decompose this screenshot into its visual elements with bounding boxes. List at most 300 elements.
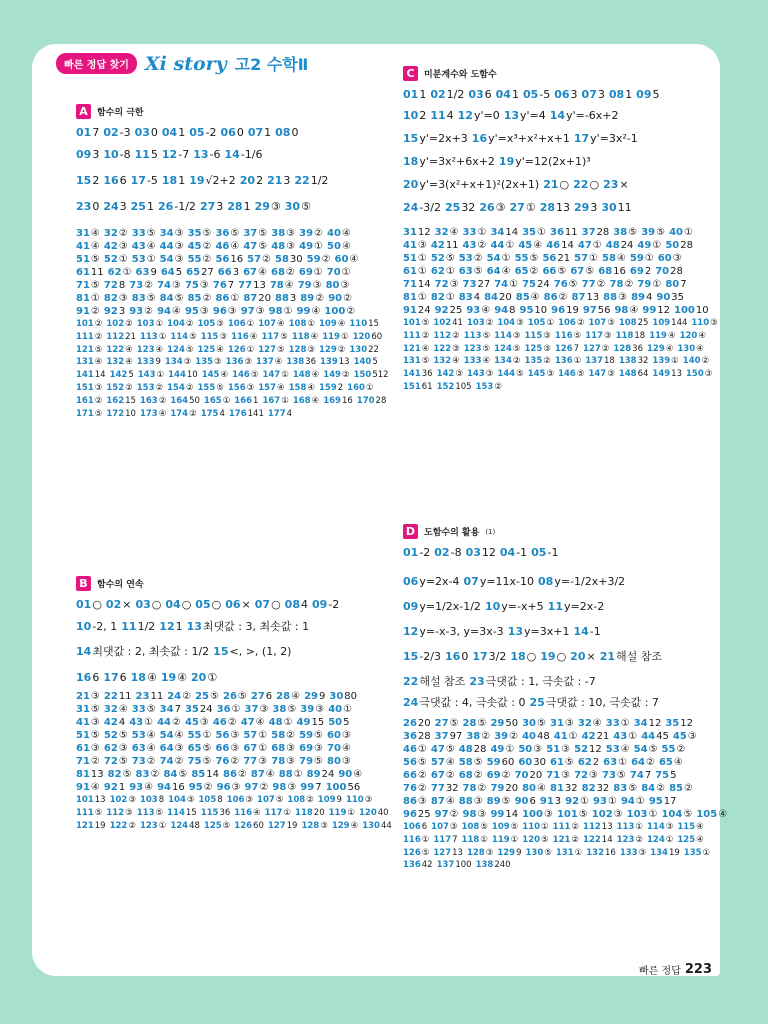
answer-value: ⑤: [314, 730, 324, 741]
answer-item: [357, 396, 387, 406]
answer-item: [160, 730, 184, 741]
question-number: 115: [677, 822, 696, 832]
answer-item: [240, 174, 263, 187]
answer-value: 15: [185, 807, 197, 818]
question-number: 23: [603, 178, 619, 191]
answer-item: [106, 319, 132, 329]
section-subtitle: (1): [485, 527, 496, 536]
answer-value: 20: [258, 293, 271, 304]
answer-value: ○: [271, 598, 281, 611]
answer-line: [76, 356, 393, 369]
answer-value: -3: [119, 126, 131, 139]
question-number: 58: [602, 253, 616, 264]
answer-value: ②: [449, 809, 459, 820]
answer-item: [504, 109, 546, 122]
answer-value: ②: [473, 770, 483, 781]
answer-value: ⑤: [568, 279, 578, 290]
answer-item: [558, 369, 584, 379]
question-number: 16: [471, 132, 488, 145]
answer-value: ②: [144, 306, 154, 317]
question-number: 17: [573, 132, 590, 145]
answer-item: [403, 600, 481, 613]
answer-value: ②: [94, 331, 103, 342]
answer-value: 28: [670, 266, 683, 277]
answer-item: [550, 757, 574, 768]
answer-line: [76, 126, 393, 139]
answer-line: [403, 600, 731, 613]
answer-item: [76, 645, 209, 658]
answer-item: [243, 730, 267, 741]
answer-value: ②: [635, 834, 643, 845]
answer-value: ○: [556, 650, 567, 663]
answer-value: ②: [501, 770, 511, 781]
answer-item: [251, 691, 272, 702]
question-number: 59: [306, 254, 321, 265]
question-number: 114: [494, 330, 512, 341]
answer-value: ④: [284, 280, 294, 291]
answer-value: y'=3(x²+x+1)²(2x+1): [419, 178, 540, 191]
answer-value: ②: [144, 280, 154, 291]
answer-item: [300, 293, 324, 304]
answer-item: [272, 704, 296, 715]
answer-item: [106, 345, 132, 355]
answer-value: 7: [452, 834, 458, 845]
question-number: 18: [130, 671, 146, 684]
answer-item: [167, 383, 193, 393]
question-number: 85: [187, 293, 202, 304]
question-number: 88: [603, 292, 618, 303]
question-number: 128: [466, 847, 485, 858]
question-number: 140: [353, 357, 372, 368]
answer-item: [528, 369, 554, 379]
answer-item: [522, 731, 550, 742]
question-number: 89: [306, 769, 321, 780]
question-number: 08: [284, 598, 300, 611]
answer-item: [522, 718, 546, 729]
answer-line: [76, 174, 393, 187]
answer-item: [630, 266, 651, 277]
answer-item: [497, 369, 523, 379]
answer-item: [199, 795, 223, 805]
answer-item: [76, 756, 100, 767]
answer-item: [106, 383, 132, 393]
answer-value: -2: [205, 126, 217, 139]
answer-value: 1: [178, 174, 186, 187]
question-number: 14: [573, 625, 589, 638]
answer-line: [76, 200, 393, 213]
answer-item: [108, 769, 132, 780]
answer-value: 1: [175, 620, 183, 633]
answer-value: 12: [417, 227, 431, 238]
question-number: 19: [540, 650, 556, 663]
question-number: 14: [224, 148, 240, 161]
question-number: 24: [103, 200, 119, 213]
question-number: 100: [324, 306, 346, 317]
question-number: 65: [186, 267, 201, 278]
answer-item: [224, 148, 262, 161]
answer-item: [262, 370, 288, 380]
answer-item: [185, 717, 209, 728]
question-number: 31: [403, 227, 417, 238]
answer-value: ②: [146, 756, 156, 767]
answer-item: [430, 109, 453, 122]
brand-logo: Xi story: [144, 52, 227, 75]
answer-line: [76, 690, 396, 703]
answer-value: ⑤: [417, 757, 427, 768]
answer-line: [403, 317, 722, 330]
question-number: 153: [475, 381, 494, 392]
question-number: 102: [591, 809, 613, 820]
answer-item: [437, 369, 463, 379]
answer-line: [403, 304, 722, 317]
answer-value: 48: [537, 731, 550, 742]
answer-value: 3: [118, 306, 126, 317]
answer-value: ③: [286, 228, 296, 239]
answer-item: [76, 174, 99, 187]
question-number: 129: [497, 847, 516, 858]
answer-item: [160, 293, 184, 304]
question-number: 60: [518, 757, 533, 768]
question-number: 12: [403, 625, 419, 638]
answer-item: [467, 318, 493, 328]
question-number: 86: [215, 293, 230, 304]
question-number: 62: [103, 743, 118, 754]
answer-value: ②: [315, 293, 325, 304]
answer-item: [269, 717, 293, 728]
question-number: 54: [159, 730, 174, 741]
answer-value: ③: [199, 280, 209, 291]
answer-item: [669, 227, 693, 238]
question-number: 129: [319, 344, 337, 355]
answer-value: ①: [589, 253, 598, 264]
answer-item: [137, 357, 161, 367]
question-number: 81: [76, 769, 90, 780]
answer-value: ②: [185, 382, 194, 393]
answer-item: [585, 331, 611, 341]
answer-value: ③: [417, 796, 427, 807]
question-number: 66: [215, 743, 230, 754]
question-number: 144: [168, 370, 186, 381]
answer-value: ④: [665, 343, 674, 354]
subject-title: 고2 수학Ⅱ: [234, 55, 309, 74]
answer-value: 8: [509, 305, 516, 316]
answer-item: [255, 200, 281, 213]
answer-item: [614, 305, 638, 316]
answer-value: ④: [311, 370, 320, 381]
question-number: 57: [247, 254, 262, 265]
answer-value: 20: [499, 292, 512, 303]
answer-value: 8: [118, 280, 126, 291]
answer-item: [167, 319, 193, 329]
answer-item: [403, 575, 460, 588]
section-name: 도함수의 활용: [424, 528, 480, 538]
answer-value: ②: [494, 381, 502, 392]
question-number: 49: [299, 241, 314, 252]
answer-item: [403, 675, 465, 688]
answer-item: [76, 319, 102, 329]
answer-value: 11: [445, 240, 459, 251]
answer-item: [431, 770, 455, 781]
answer-item: [403, 292, 427, 303]
answer-value: 17: [663, 796, 677, 807]
question-number: 44: [159, 241, 174, 252]
answer-value: 1: [243, 200, 251, 213]
question-number: 118: [615, 330, 634, 341]
answer-item: [609, 88, 632, 101]
question-number: 21: [599, 650, 616, 663]
question-number: 22: [103, 691, 118, 702]
question-number: 97: [240, 306, 255, 317]
answer-item: [243, 228, 267, 239]
answer-value: ⑤: [94, 807, 103, 818]
answer-item: [433, 318, 463, 328]
answer-value: 12: [648, 718, 662, 729]
question-number: 80: [665, 279, 680, 290]
answer-value: 7: [92, 126, 100, 139]
answer-item: [140, 396, 166, 406]
answer-value: ③: [533, 744, 543, 755]
answer-value: 0: [92, 200, 100, 213]
answer-value: 1/2: [310, 174, 329, 187]
question-number: 125: [197, 344, 216, 355]
question-number: 90: [338, 769, 353, 780]
answer-item: [76, 396, 102, 406]
question-number: 68: [271, 743, 286, 754]
answer-value: ①: [314, 241, 324, 252]
answer-value: ⑤: [250, 370, 259, 381]
question-number: 104: [661, 809, 683, 820]
question-number: 54: [159, 254, 174, 265]
answer-item: [677, 835, 703, 845]
answer-item: [649, 331, 675, 341]
answer-value: 9: [155, 357, 161, 368]
answer-item: [241, 717, 265, 728]
answer-item: [459, 744, 487, 755]
answer-item: [466, 731, 490, 742]
answer-line: [76, 755, 396, 768]
answer-value: -2, 1: [92, 620, 118, 633]
answer-item: [437, 860, 472, 870]
answer-value: ③: [546, 369, 555, 380]
answer-value: ②: [174, 756, 184, 767]
question-number: 76: [212, 280, 227, 291]
question-number: 03: [135, 598, 151, 611]
answer-value: 28: [375, 395, 387, 406]
question-number: 26: [479, 201, 495, 214]
answer-value: 14: [601, 834, 613, 845]
answer-item: [108, 267, 132, 278]
question-number: 58: [458, 757, 473, 768]
answer-value: 20: [417, 718, 431, 729]
answer-value: 36: [632, 343, 643, 354]
answer-value: 45: [656, 731, 669, 742]
answer-value: 0: [236, 126, 244, 139]
answer-item: [627, 809, 658, 820]
answer-value: ②: [477, 240, 487, 251]
answer-item: [187, 620, 309, 633]
question-number: 110: [345, 795, 364, 805]
answer-line: [403, 743, 731, 756]
answer-item: [403, 305, 431, 316]
question-number: 88: [275, 293, 289, 304]
answer-item: [132, 704, 156, 715]
question-number: 163: [139, 395, 158, 406]
answer-value: 16: [605, 847, 616, 858]
answer-item: [592, 809, 623, 820]
answer-item: [526, 848, 552, 858]
question-number: 73: [602, 770, 616, 781]
answer-item: [487, 266, 511, 277]
answer-value: 10: [186, 370, 198, 381]
answer-item: [106, 808, 132, 818]
answer-item: [603, 178, 629, 191]
answer-value: ①: [618, 757, 628, 768]
answer-item: [619, 356, 649, 366]
answer-value: 7: [227, 280, 235, 291]
answer-value: ④: [220, 370, 229, 381]
question-number: 129: [647, 343, 665, 354]
answer-value: ⑤: [482, 343, 491, 354]
question-number: 56: [215, 730, 230, 741]
answer-item: [104, 704, 128, 715]
answer-value: -1: [547, 546, 559, 559]
answer-value: ③: [516, 318, 524, 328]
answer-item: [602, 770, 626, 781]
answer-value: ③: [341, 756, 351, 767]
question-number: 74: [629, 770, 644, 781]
question-number: 106: [558, 318, 576, 328]
answer-value: 1: [419, 88, 427, 101]
answer-item: [354, 357, 378, 367]
answer-item: [215, 730, 239, 741]
question-number: 93: [466, 305, 481, 316]
answer-item: [307, 769, 335, 780]
answer-value: ⑤: [90, 704, 100, 715]
answer-item: [76, 267, 104, 278]
question-number: 77: [430, 783, 445, 794]
answer-value: ③: [473, 796, 483, 807]
answer-value: 3: [216, 200, 224, 213]
answer-item: [131, 174, 158, 187]
answer-item: [683, 356, 709, 366]
answer-value: 6: [529, 796, 536, 807]
answer-value: y=2x-2: [563, 600, 605, 613]
answer-value: 2: [592, 757, 600, 768]
answer-item: [104, 743, 128, 754]
answer-item: [641, 227, 665, 238]
question-number: 128: [301, 820, 320, 831]
answer-item: [191, 769, 219, 780]
answer-value: ④: [216, 344, 224, 355]
question-number: 155: [197, 382, 216, 393]
answer-item: [162, 148, 189, 161]
question-number: 42: [581, 731, 596, 742]
answer-value: ③: [589, 770, 598, 781]
question-number: 117: [261, 331, 280, 342]
answer-value: ⑤: [202, 228, 212, 239]
question-number: 21: [543, 178, 559, 191]
answer-value: ①: [509, 279, 519, 290]
answer-item: [106, 409, 136, 419]
question-number: 148: [292, 370, 311, 381]
answer-item: [189, 126, 216, 139]
answer-value: -2/3: [419, 650, 441, 663]
question-number: 166: [234, 395, 253, 406]
answer-value: 7: [644, 770, 652, 781]
answer-value: 9: [336, 795, 342, 805]
answer-value: ①: [541, 822, 549, 832]
answer-item: [335, 254, 359, 265]
answer-value: ①: [684, 227, 693, 238]
answer-line: [403, 88, 722, 101]
answer-value: 30: [289, 254, 303, 265]
answer-item: [161, 267, 182, 278]
answer-value: ③: [543, 343, 551, 354]
answer-value: ⑤: [445, 744, 455, 755]
answer-value: ⑤: [510, 822, 519, 832]
answer-value: ⑤: [202, 743, 212, 754]
answer-value: ⑤: [277, 344, 285, 355]
answer-item: [636, 88, 659, 101]
question-number: 61: [76, 267, 90, 278]
question-number: 96: [216, 782, 231, 793]
answer-item: [538, 575, 625, 588]
answer-line: [76, 716, 396, 729]
question-number: 127: [267, 820, 286, 831]
answer-value: 5: [175, 267, 183, 278]
answer-value: 32: [596, 783, 610, 794]
question-number: 94: [494, 305, 509, 316]
answer-item: [463, 718, 487, 729]
answer-item: [631, 757, 655, 768]
section-badge: A: [76, 104, 91, 119]
answer-item: [522, 835, 548, 845]
question-number: 121: [76, 344, 94, 355]
answer-value: 5: [343, 717, 350, 728]
answer-value: ○: [526, 650, 537, 663]
answer-line: [403, 239, 722, 252]
answer-item: [76, 383, 102, 393]
question-number: 58: [275, 254, 289, 265]
answer-value: ③: [512, 330, 521, 341]
answer-value: ①: [592, 240, 602, 251]
question-number: 09: [76, 148, 92, 161]
answer-value: √2+2: [205, 174, 236, 187]
question-number: 123: [616, 834, 635, 845]
question-number: 70: [514, 770, 529, 781]
answer-value: ②: [337, 344, 346, 355]
answer-item: [354, 370, 389, 380]
question-number: 51: [403, 253, 417, 264]
answer-item: [121, 620, 155, 633]
answer-value: 11: [564, 227, 578, 238]
answer-value: ①: [417, 292, 427, 303]
answer-item: [487, 796, 511, 807]
answer-value: 21: [596, 731, 610, 742]
answer-value: ②: [596, 279, 606, 290]
question-number: 93: [593, 796, 607, 807]
answer-value: ③: [613, 809, 623, 820]
answer-item: [602, 253, 626, 264]
answer-item: [403, 860, 433, 870]
answer-value: ①: [158, 820, 167, 831]
question-number: 117: [433, 834, 452, 845]
answer-item: [241, 306, 265, 317]
question-number: 07: [254, 598, 271, 611]
question-number: 62: [577, 757, 592, 768]
question-number: 87: [243, 293, 258, 304]
answer-value: ③: [704, 369, 713, 380]
